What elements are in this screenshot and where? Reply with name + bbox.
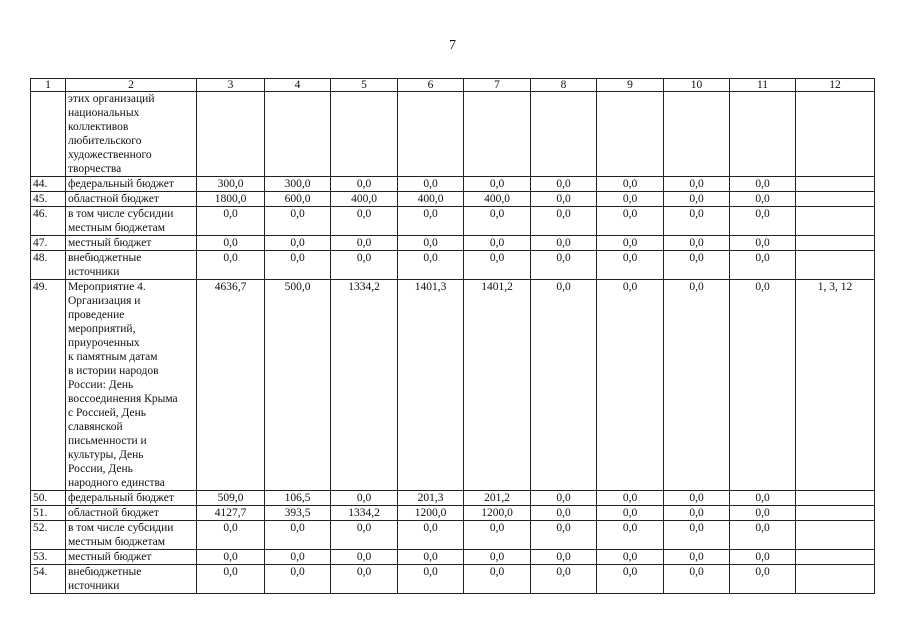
row-value xyxy=(664,92,730,177)
row-value: 0,0 xyxy=(664,565,730,594)
row-value: 0,0 xyxy=(531,251,597,280)
row-value: 0,0 xyxy=(331,177,398,192)
row-value: 0,0 xyxy=(265,236,331,251)
row-note xyxy=(796,506,875,521)
column-number-header: 4 xyxy=(265,79,331,92)
row-value: 0,0 xyxy=(664,506,730,521)
row-number: 51. xyxy=(31,506,66,521)
column-number-header: 10 xyxy=(664,79,730,92)
page-number: 7 xyxy=(449,38,456,53)
row-value: 0,0 xyxy=(730,506,796,521)
row-value: 0,0 xyxy=(664,207,730,236)
row-note xyxy=(796,491,875,506)
row-value: 0,0 xyxy=(531,280,597,491)
row-name: этих организаций национальных коллективов любительского художественного творчества xyxy=(66,92,197,177)
row-note xyxy=(796,192,875,207)
row-note xyxy=(796,177,875,192)
row-number: 53. xyxy=(31,550,66,565)
row-value: 400,0 xyxy=(398,192,464,207)
row-value: 0,0 xyxy=(331,521,398,550)
row-value: 0,0 xyxy=(730,192,796,207)
table-row xyxy=(31,192,875,207)
row-number: 48. xyxy=(31,251,66,280)
row-name: в том числе субсидии местным бюджетам xyxy=(66,521,197,550)
column-number-row xyxy=(31,79,875,92)
row-name: внебюджетные источники xyxy=(66,251,197,280)
row-name: внебюджетные источники xyxy=(66,565,197,594)
row-name: областной бюджет xyxy=(66,192,197,207)
row-value: 0,0 xyxy=(730,280,796,491)
table-row xyxy=(31,251,875,280)
table-row xyxy=(31,491,875,506)
row-value: 0,0 xyxy=(730,521,796,550)
row-value: 0,0 xyxy=(664,192,730,207)
row-value: 0,0 xyxy=(531,506,597,521)
row-value: 500,0 xyxy=(265,280,331,491)
row-value: 0,0 xyxy=(730,207,796,236)
row-value: 0,0 xyxy=(398,207,464,236)
row-value: 0,0 xyxy=(664,177,730,192)
row-value: 0,0 xyxy=(531,521,597,550)
row-name: федеральный бюджет xyxy=(66,177,197,192)
row-value: 1334,2 xyxy=(331,280,398,491)
row-value: 1401,3 xyxy=(398,280,464,491)
row-value xyxy=(331,92,398,177)
row-value: 0,0 xyxy=(398,521,464,550)
row-value: 0,0 xyxy=(464,177,531,192)
row-value: 0,0 xyxy=(730,491,796,506)
row-value: 0,0 xyxy=(331,207,398,236)
row-value: 393,5 xyxy=(265,506,331,521)
row-value: 4127,7 xyxy=(197,506,265,521)
row-value: 0,0 xyxy=(664,251,730,280)
row-value xyxy=(730,92,796,177)
column-number-header: 12 xyxy=(796,79,875,92)
column-number-header: 11 xyxy=(730,79,796,92)
column-number-header: 3 xyxy=(197,79,265,92)
row-number: 44. xyxy=(31,177,66,192)
row-value: 0,0 xyxy=(531,177,597,192)
row-value: 0,0 xyxy=(730,177,796,192)
row-value: 0,0 xyxy=(597,491,664,506)
column-number-header: 2 xyxy=(66,79,197,92)
row-value: 0,0 xyxy=(197,207,265,236)
row-value: 0,0 xyxy=(531,192,597,207)
row-name: в том числе субсидии местным бюджетам xyxy=(66,207,197,236)
row-value: 0,0 xyxy=(531,565,597,594)
row-value: 0,0 xyxy=(664,280,730,491)
row-value: 201,3 xyxy=(398,491,464,506)
row-value: 1200,0 xyxy=(464,506,531,521)
row-value: 0,0 xyxy=(331,491,398,506)
row-value: 0,0 xyxy=(730,236,796,251)
row-value: 0,0 xyxy=(398,177,464,192)
row-value: 0,0 xyxy=(331,251,398,280)
row-value: 0,0 xyxy=(464,251,531,280)
row-value: 0,0 xyxy=(197,251,265,280)
row-value: 0,0 xyxy=(730,565,796,594)
row-value: 0,0 xyxy=(265,251,331,280)
row-value: 0,0 xyxy=(197,550,265,565)
row-value: 0,0 xyxy=(331,550,398,565)
row-value: 1800,0 xyxy=(197,192,265,207)
column-number-header: 6 xyxy=(398,79,464,92)
row-value: 600,0 xyxy=(265,192,331,207)
row-value: 0,0 xyxy=(398,565,464,594)
row-value: 0,0 xyxy=(664,491,730,506)
row-note xyxy=(796,565,875,594)
row-value: 0,0 xyxy=(531,550,597,565)
row-value xyxy=(197,92,265,177)
row-number: 45. xyxy=(31,192,66,207)
row-number: 54. xyxy=(31,565,66,594)
row-value: 0,0 xyxy=(331,565,398,594)
row-value: 0,0 xyxy=(597,521,664,550)
row-value: 509,0 xyxy=(197,491,265,506)
row-name: Мероприятие 4. Организация и проведение мероприятий, приуроченных к памятным датам в истории народов России: День воссоединения Крыма с Россией, День славянской письменности и культуры, День России, День народного единства xyxy=(66,280,197,491)
row-value: 4636,7 xyxy=(197,280,265,491)
table-row xyxy=(31,550,875,565)
row-value: 0,0 xyxy=(197,565,265,594)
row-value: 0,0 xyxy=(331,236,398,251)
row-name: областной бюджет xyxy=(66,506,197,521)
row-value: 0,0 xyxy=(531,207,597,236)
row-value: 0,0 xyxy=(664,550,730,565)
row-value: 400,0 xyxy=(331,192,398,207)
table-row xyxy=(31,506,875,521)
table-row xyxy=(31,565,875,594)
row-note xyxy=(796,207,875,236)
row-value: 201,2 xyxy=(464,491,531,506)
row-value xyxy=(265,92,331,177)
row-note: 1, 3, 12 xyxy=(796,280,875,491)
row-value xyxy=(398,92,464,177)
column-number-header: 9 xyxy=(597,79,664,92)
row-value xyxy=(531,92,597,177)
table-row xyxy=(31,521,875,550)
row-value: 0,0 xyxy=(464,236,531,251)
row-value: 1334,2 xyxy=(331,506,398,521)
row-value: 1401,2 xyxy=(464,280,531,491)
row-value: 0,0 xyxy=(531,236,597,251)
row-name: федеральный бюджет xyxy=(66,491,197,506)
row-number: 49. xyxy=(31,280,66,491)
row-value: 0,0 xyxy=(730,251,796,280)
row-value: 0,0 xyxy=(597,550,664,565)
table-row xyxy=(31,280,875,491)
row-value: 0,0 xyxy=(464,207,531,236)
column-number-header: 1 xyxy=(31,79,66,92)
row-note xyxy=(796,92,875,177)
row-number: 46. xyxy=(31,207,66,236)
row-note xyxy=(796,521,875,550)
row-value: 0,0 xyxy=(531,491,597,506)
row-value: 0,0 xyxy=(265,550,331,565)
row-value: 0,0 xyxy=(597,177,664,192)
row-name: местный бюджет xyxy=(66,550,197,565)
row-value: 400,0 xyxy=(464,192,531,207)
row-value: 0,0 xyxy=(597,236,664,251)
budget-table xyxy=(30,78,875,594)
row-value: 0,0 xyxy=(197,236,265,251)
row-value xyxy=(464,92,531,177)
row-value: 0,0 xyxy=(464,521,531,550)
row-value: 0,0 xyxy=(464,550,531,565)
row-value: 0,0 xyxy=(265,207,331,236)
row-value: 0,0 xyxy=(197,521,265,550)
table-row xyxy=(31,177,875,192)
row-value: 0,0 xyxy=(664,521,730,550)
row-value: 0,0 xyxy=(464,565,531,594)
table-body xyxy=(31,79,875,594)
row-value xyxy=(597,92,664,177)
row-value: 0,0 xyxy=(597,207,664,236)
row-value: 0,0 xyxy=(398,251,464,280)
row-number: 50. xyxy=(31,491,66,506)
row-value: 300,0 xyxy=(197,177,265,192)
row-value: 0,0 xyxy=(597,280,664,491)
row-number: 47. xyxy=(31,236,66,251)
table-row xyxy=(31,236,875,251)
row-value: 0,0 xyxy=(398,236,464,251)
column-number-header: 7 xyxy=(464,79,531,92)
row-value: 0,0 xyxy=(597,192,664,207)
row-value: 0,0 xyxy=(597,506,664,521)
row-value: 0,0 xyxy=(398,550,464,565)
row-note xyxy=(796,550,875,565)
row-name: местный бюджет xyxy=(66,236,197,251)
row-value: 0,0 xyxy=(265,565,331,594)
table-row xyxy=(31,92,875,177)
table-row xyxy=(31,207,875,236)
row-value: 0,0 xyxy=(730,550,796,565)
row-value: 300,0 xyxy=(265,177,331,192)
row-note xyxy=(796,251,875,280)
row-value: 0,0 xyxy=(597,565,664,594)
column-number-header: 8 xyxy=(531,79,597,92)
row-value: 0,0 xyxy=(265,521,331,550)
row-value: 106,5 xyxy=(265,491,331,506)
row-value: 0,0 xyxy=(664,236,730,251)
column-number-header: 5 xyxy=(331,79,398,92)
row-value: 1200,0 xyxy=(398,506,464,521)
row-number: 52. xyxy=(31,521,66,550)
row-number xyxy=(31,92,66,177)
row-value: 0,0 xyxy=(597,251,664,280)
row-note xyxy=(796,236,875,251)
